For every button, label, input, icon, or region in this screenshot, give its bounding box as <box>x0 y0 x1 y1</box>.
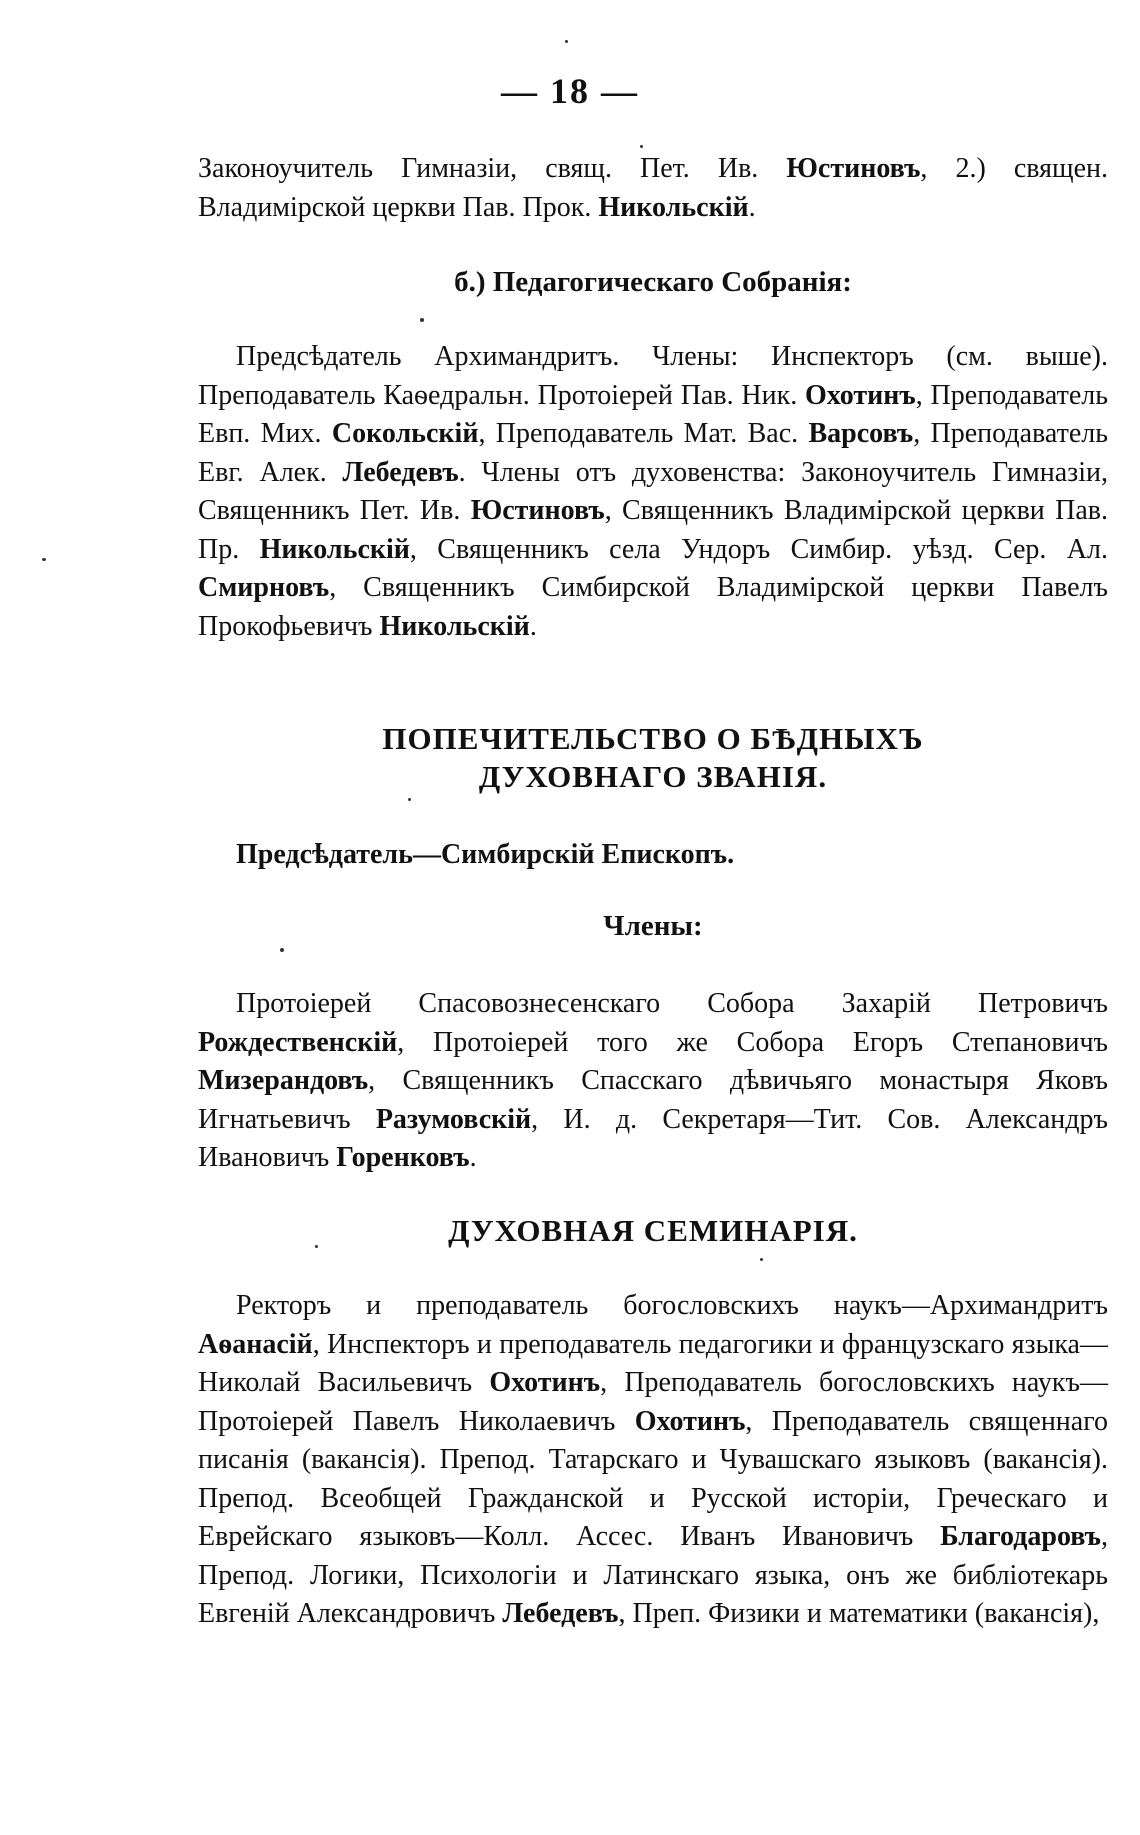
text: . Члены отъ духовенства: Законоучитель Гимназіи, Священникъ Пет. Ив. <box>198 456 1109 526</box>
members-heading: Члены: <box>603 910 703 942</box>
intro-name-2: Никольскій <box>598 191 749 223</box>
text: Протоіерей Спасовознесенскаго Собора Захарій Петровичъ <box>236 988 1108 1019</box>
text: , Священникъ села Ундоръ Симбир. уѣзд. Сер. Ал. <box>409 533 1108 565</box>
page-number: — 18 — <box>501 71 639 111</box>
intro-text-3: Владимірской церкви Пав. Прок. <box>198 191 592 223</box>
scan-speck <box>565 40 568 43</box>
person-name: Варсовъ <box>808 418 914 449</box>
person-name: Смирновъ <box>198 572 330 603</box>
text: , Священникъ Симбирской Владимірской церкви Павелъ Прокофьевичъ <box>198 572 1108 642</box>
person-name: Рождественскій <box>198 1026 398 1058</box>
person-name: Лебедевъ <box>502 1598 619 1629</box>
scan-speck <box>280 948 284 952</box>
scan-speck <box>420 318 424 322</box>
person-name: Мизерандовъ <box>198 1065 369 1096</box>
text: , Инспекторъ и преподаватель педагогики и французскаго языка—Николай Васильевичъ <box>198 1328 1108 1398</box>
chair-text: Предсѣдатель—Симбирскій Епископъ. <box>236 839 735 870</box>
text: . <box>469 1142 477 1173</box>
text: , Преподаватель Евг. Алек. <box>198 418 1108 488</box>
text: Предсѣдатель Архимандритъ. Члены: Инспекторъ (см. выше). Преподаватель Каѳедральн. Протоіерей Пав. Ник. <box>198 341 1108 411</box>
scan-speck <box>640 145 643 148</box>
text: , Преподаватель Евп. Мих. <box>198 379 1108 449</box>
person-name: Никольскій <box>379 610 530 642</box>
person-name: Охотинъ <box>489 1367 601 1398</box>
text: , Препод. Логики, Психологіи и Латинскаго языка, онъ же библіотекарь Евгеній Александровичъ <box>198 1521 1108 1629</box>
scan-speck <box>315 1245 318 1248</box>
text: . <box>529 610 537 642</box>
person-name: Охотинъ <box>805 379 916 411</box>
person-name: Горенковъ <box>336 1142 470 1173</box>
text: , И. д. Секретаря—Тит. Сов. Александръ Ивановичъ <box>198 1103 1108 1173</box>
trusteeship-heading: ПОПЕЧИТЕЛЬСТВО О БѢДНЫХЪ ДУХОВНАГО ЗВАНІЯ. <box>382 721 924 794</box>
intro-name-1: Юстиновъ <box>786 153 921 184</box>
text: , Преподаватель священнаго писанія (вакансія). Препод. Татарскаго и Чувашскаго языковъ (вакансія). Препод. Всеобщей Гражданской и Русской исторіи, Греческаго и Еврейскаго языковъ—Колл. Ассес. Иванъ Ивановичъ <box>198 1405 1109 1552</box>
scan-speck <box>408 798 411 801</box>
text: , Преподаватель богословскихъ наукъ—Протоіерей Павелъ Николаевичъ <box>198 1367 1109 1437</box>
intro-text-2: , 2.) священ. <box>920 153 1108 184</box>
pedagogical-assembly-paragraph <box>198 338 1108 646</box>
person-name: Никольскій <box>259 533 410 565</box>
text: , Священникъ Владимірской церкви Пав. Пр. <box>198 495 1109 565</box>
person-name: Юстиновъ <box>470 495 605 526</box>
text: , Преподаватель Мат. Вас. <box>478 418 799 449</box>
text: , Протоіерей того же Собора Егоръ Степановичъ <box>397 1026 1108 1058</box>
person-name: Разумовскій <box>375 1103 532 1135</box>
text: Ректоръ и преподаватель богословскихъ наукъ—Архимандритъ <box>236 1290 1108 1321</box>
intro-paragraph <box>198 150 1108 227</box>
person-name: Лебедевъ <box>342 456 459 488</box>
person-name: Сокольскій <box>331 418 479 449</box>
text: , Священникъ Спасскаго дѣвичьяго монастыря Яковъ Игнатьевичъ <box>198 1065 1108 1135</box>
scan-speck <box>760 1258 763 1261</box>
intro-text-4: . <box>748 191 756 223</box>
seminary-heading: ДУХОВНАЯ СЕМИНАРІЯ. <box>448 1213 858 1248</box>
text: , Преп. Физики и математики (вакансія), <box>618 1598 1100 1629</box>
scan-speck <box>42 558 46 561</box>
members-paragraph <box>198 985 1108 1178</box>
person-name: Благодаровъ <box>940 1521 1101 1552</box>
pedagogical-assembly-heading: б.) Педагогическаго Собранія: <box>454 266 852 298</box>
person-name: Аѳанасій <box>198 1328 313 1360</box>
person-name: Охотинъ <box>634 1405 746 1437</box>
trusteeship-chair <box>198 836 1108 875</box>
intro-text-1: Законоучитель Гимназіи, свящ. Пет. Ив. <box>198 153 759 184</box>
seminary-paragraph <box>198 1287 1108 1634</box>
